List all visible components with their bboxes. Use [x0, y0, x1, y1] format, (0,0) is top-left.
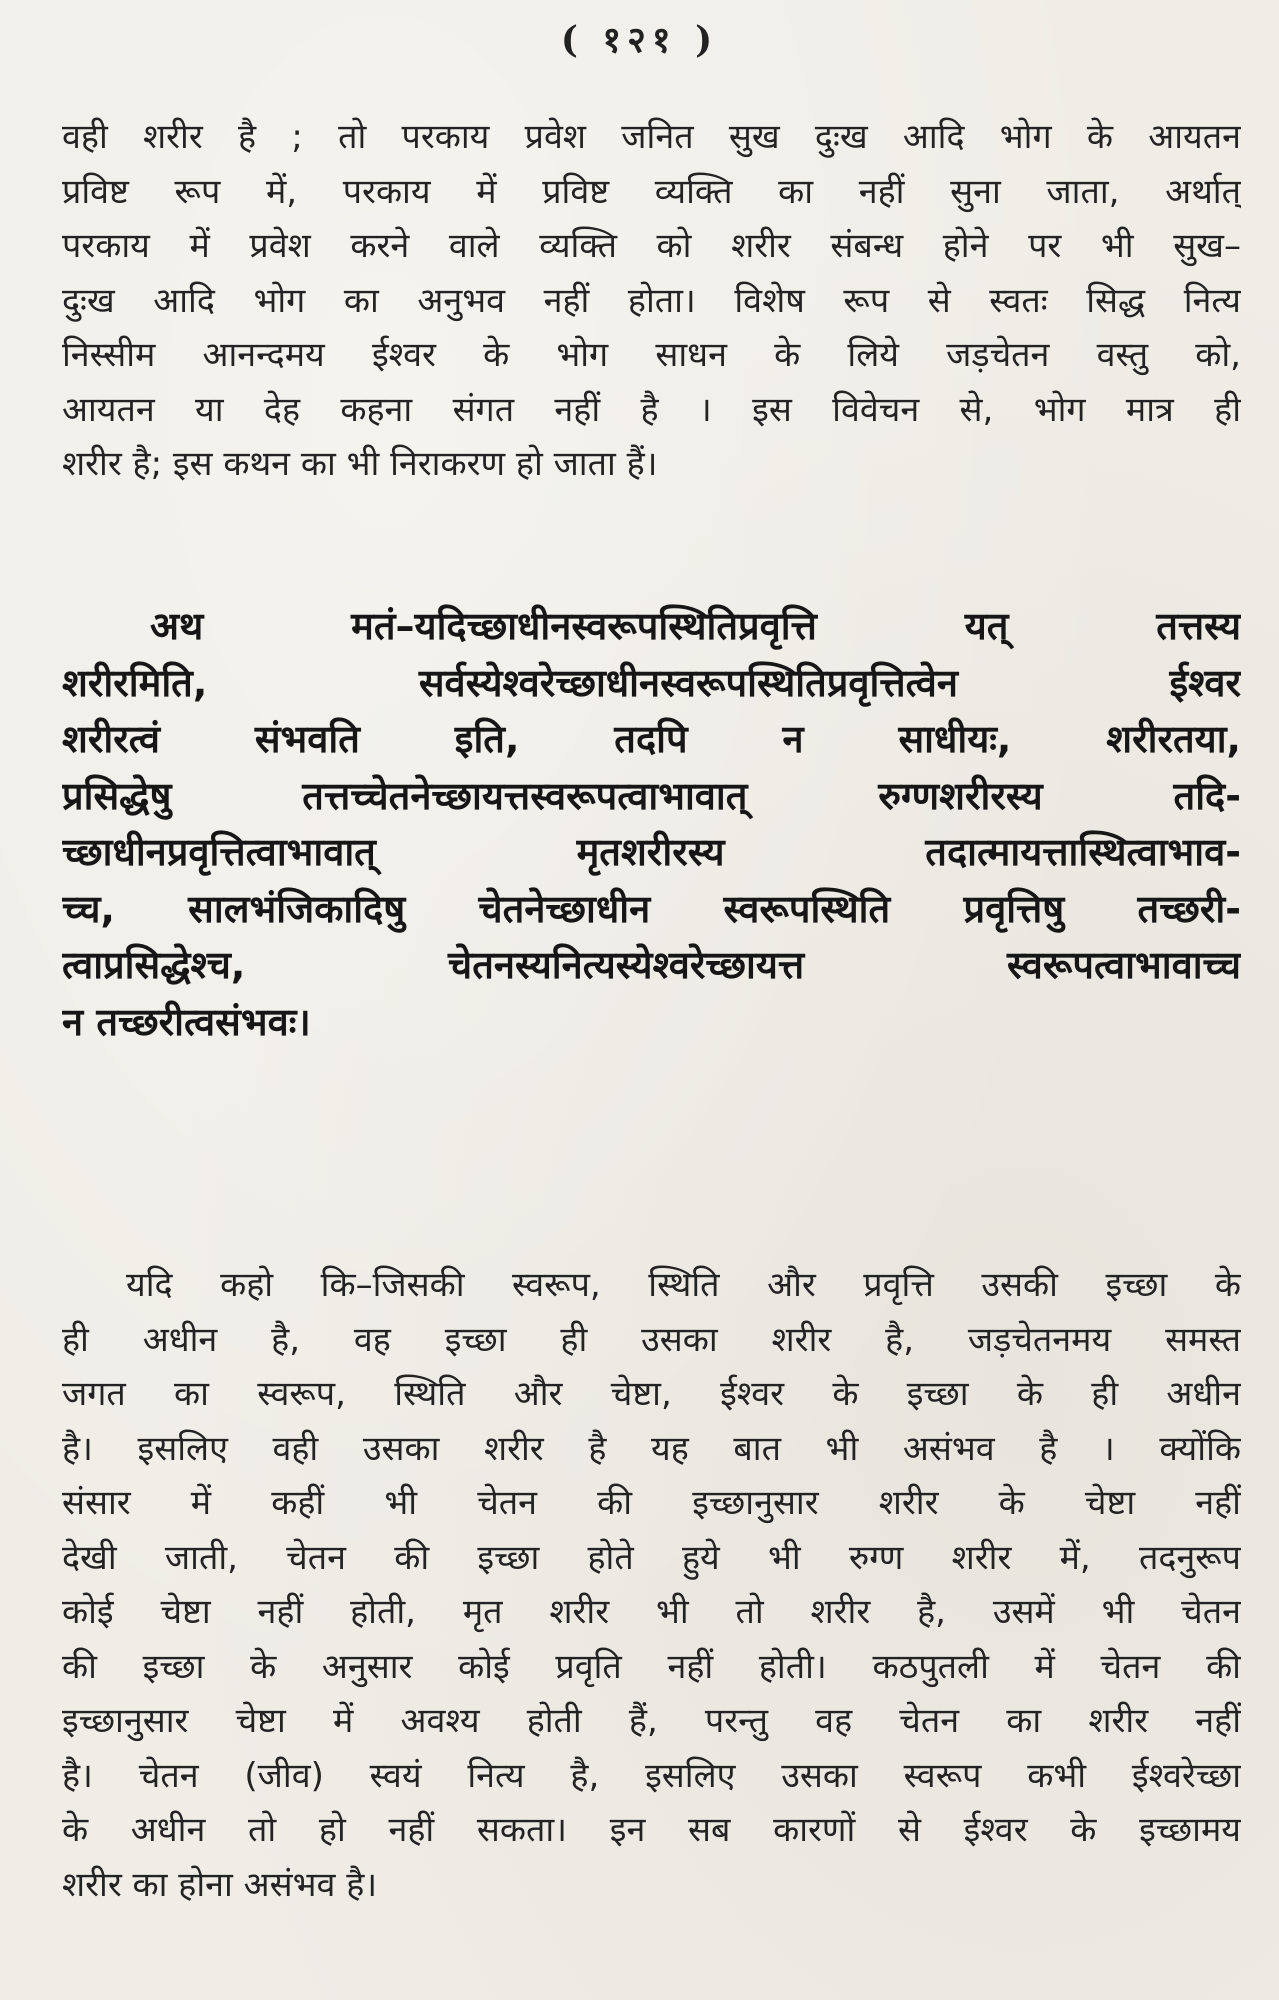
- text-line: शरीर का होना असंभव है।: [62, 1864, 378, 1905]
- text-line: शरीर है; इस कथन का भी निराकरण हो जाता हैं।: [62, 444, 658, 484]
- page-number: ( १२१ ): [560, 19, 719, 61]
- text-line: की इच्छा के अनुसार कोई प्रवृति नहीं होती। कठपुतली में चेतन की: [62, 1646, 1241, 1687]
- text-line: के अधीन तो हो नहीं सकता। इन सब कारणों से ईश्वर के इच्छामय: [62, 1810, 1241, 1850]
- text-line: आयतन या देह कहना संगत नहीं है । इस विवेचन से, भोग मात्र ही: [62, 389, 1241, 430]
- text-line: त्वाप्रसिद्धेश्च, चेतनस्यनित्यस्येश्वरेच्छायत्त स्वरूपत्वाभावाच्च: [62, 943, 1241, 987]
- text-line: है। इसलिए वही उसका शरीर है यह बात भी असंभव है । क्योंकि: [62, 1428, 1241, 1469]
- text-line: संसार में कहीं भी चेतन की इच्छानुसार शरीर के चेष्टा नहीं: [62, 1483, 1241, 1523]
- text-line: शरीरमिति, सर्वस्येश्वरेच्छाधीनस्वरूपस्थितिप्रवृत्तित्वेन ईश्वर: [62, 660, 1241, 705]
- text-line: च्च, सालभंजिकादिषु चेतनेच्छाधीन स्वरूपस्थिति प्रवृत्तिषु तच्छरी-: [62, 886, 1241, 931]
- hindi-paragraph-2: [62, 1258, 1241, 1912]
- text-line: जगत का स्वरूप, स्थिति और चेष्टा, ईश्वर के इच्छा के ही अधीन: [62, 1374, 1241, 1414]
- text-line: इच्छानुसार चेष्टा में अवश्य होती हैं, परन्तु वह चेतन का शरीर नहीं: [62, 1701, 1241, 1741]
- text-line: परकाय में प्रवेश करने वाले व्यक्ति को शरीर संबन्ध होने पर भी सुख–: [62, 226, 1241, 266]
- text-line: च्छाधीनप्रवृत्तित्वाभावात् मृतशरीरस्य तदात्मायत्तास्थित्वाभाव-: [62, 830, 1241, 874]
- text-line: है। चेतन (जीव) स्वयं नित्य है, इसलिए उसका स्वरूप कभी ईश्वरेच्छा: [62, 1755, 1241, 1796]
- text-line: दुःख आदि भोग का अनुभव नहीं होता। विशेष रूप से स्वतः सिद्ध नित्य: [62, 280, 1241, 321]
- text-line: वही शरीर है ; तो परकाय प्रवेश जनित सुख दुःख आदि भोग के आयतन: [62, 117, 1241, 157]
- text-line: देखी जाती, चेतन की इच्छा होते हुये भी रुग्ण शरीर में, तदनुरूप: [62, 1537, 1241, 1578]
- hindi-paragraph-1: [62, 110, 1241, 492]
- text-line: अथ मतं–यदिच्छाधीनस्वरूपस्थितिप्रवृत्ति यत् तत्तस्य: [150, 604, 1241, 648]
- text-line: न तच्छरीत्वसंभवः।: [62, 999, 311, 1044]
- text-line: ही अधीन है, वह इच्छा ही उसका शरीर है, जड़चेतनमय समस्त: [62, 1319, 1241, 1360]
- text-line: प्रविष्ट रूप में, परकाय में प्रविष्ट व्यक्ति का नहीं सुना जाता, अर्थात्: [62, 171, 1241, 212]
- text-line: यदि कहो कि–जिसकी स्वरूप, स्थिति और प्रवृत्ति उसकी इच्छा के: [126, 1265, 1241, 1305]
- text-line: कोई चेष्टा नहीं होती, मृत शरीर भी तो शरीर है, उसमें भी चेतन: [62, 1592, 1241, 1632]
- text-line: निस्सीम आनन्दमय ईश्वर के भोग साधन के लिये जड़चेतन वस्तु को,: [62, 335, 1241, 375]
- text-line: प्रसिद्धेषु तत्तच्चेतनेच्छायत्तस्वरूपत्वाभावात् रुग्णशरीरस्य तदि-: [62, 773, 1241, 818]
- text-line: शरीरत्वं संभवति इति, तदपि न साधीयः, शरीरतया,: [62, 717, 1241, 761]
- sanskrit-paragraph: [62, 598, 1241, 1050]
